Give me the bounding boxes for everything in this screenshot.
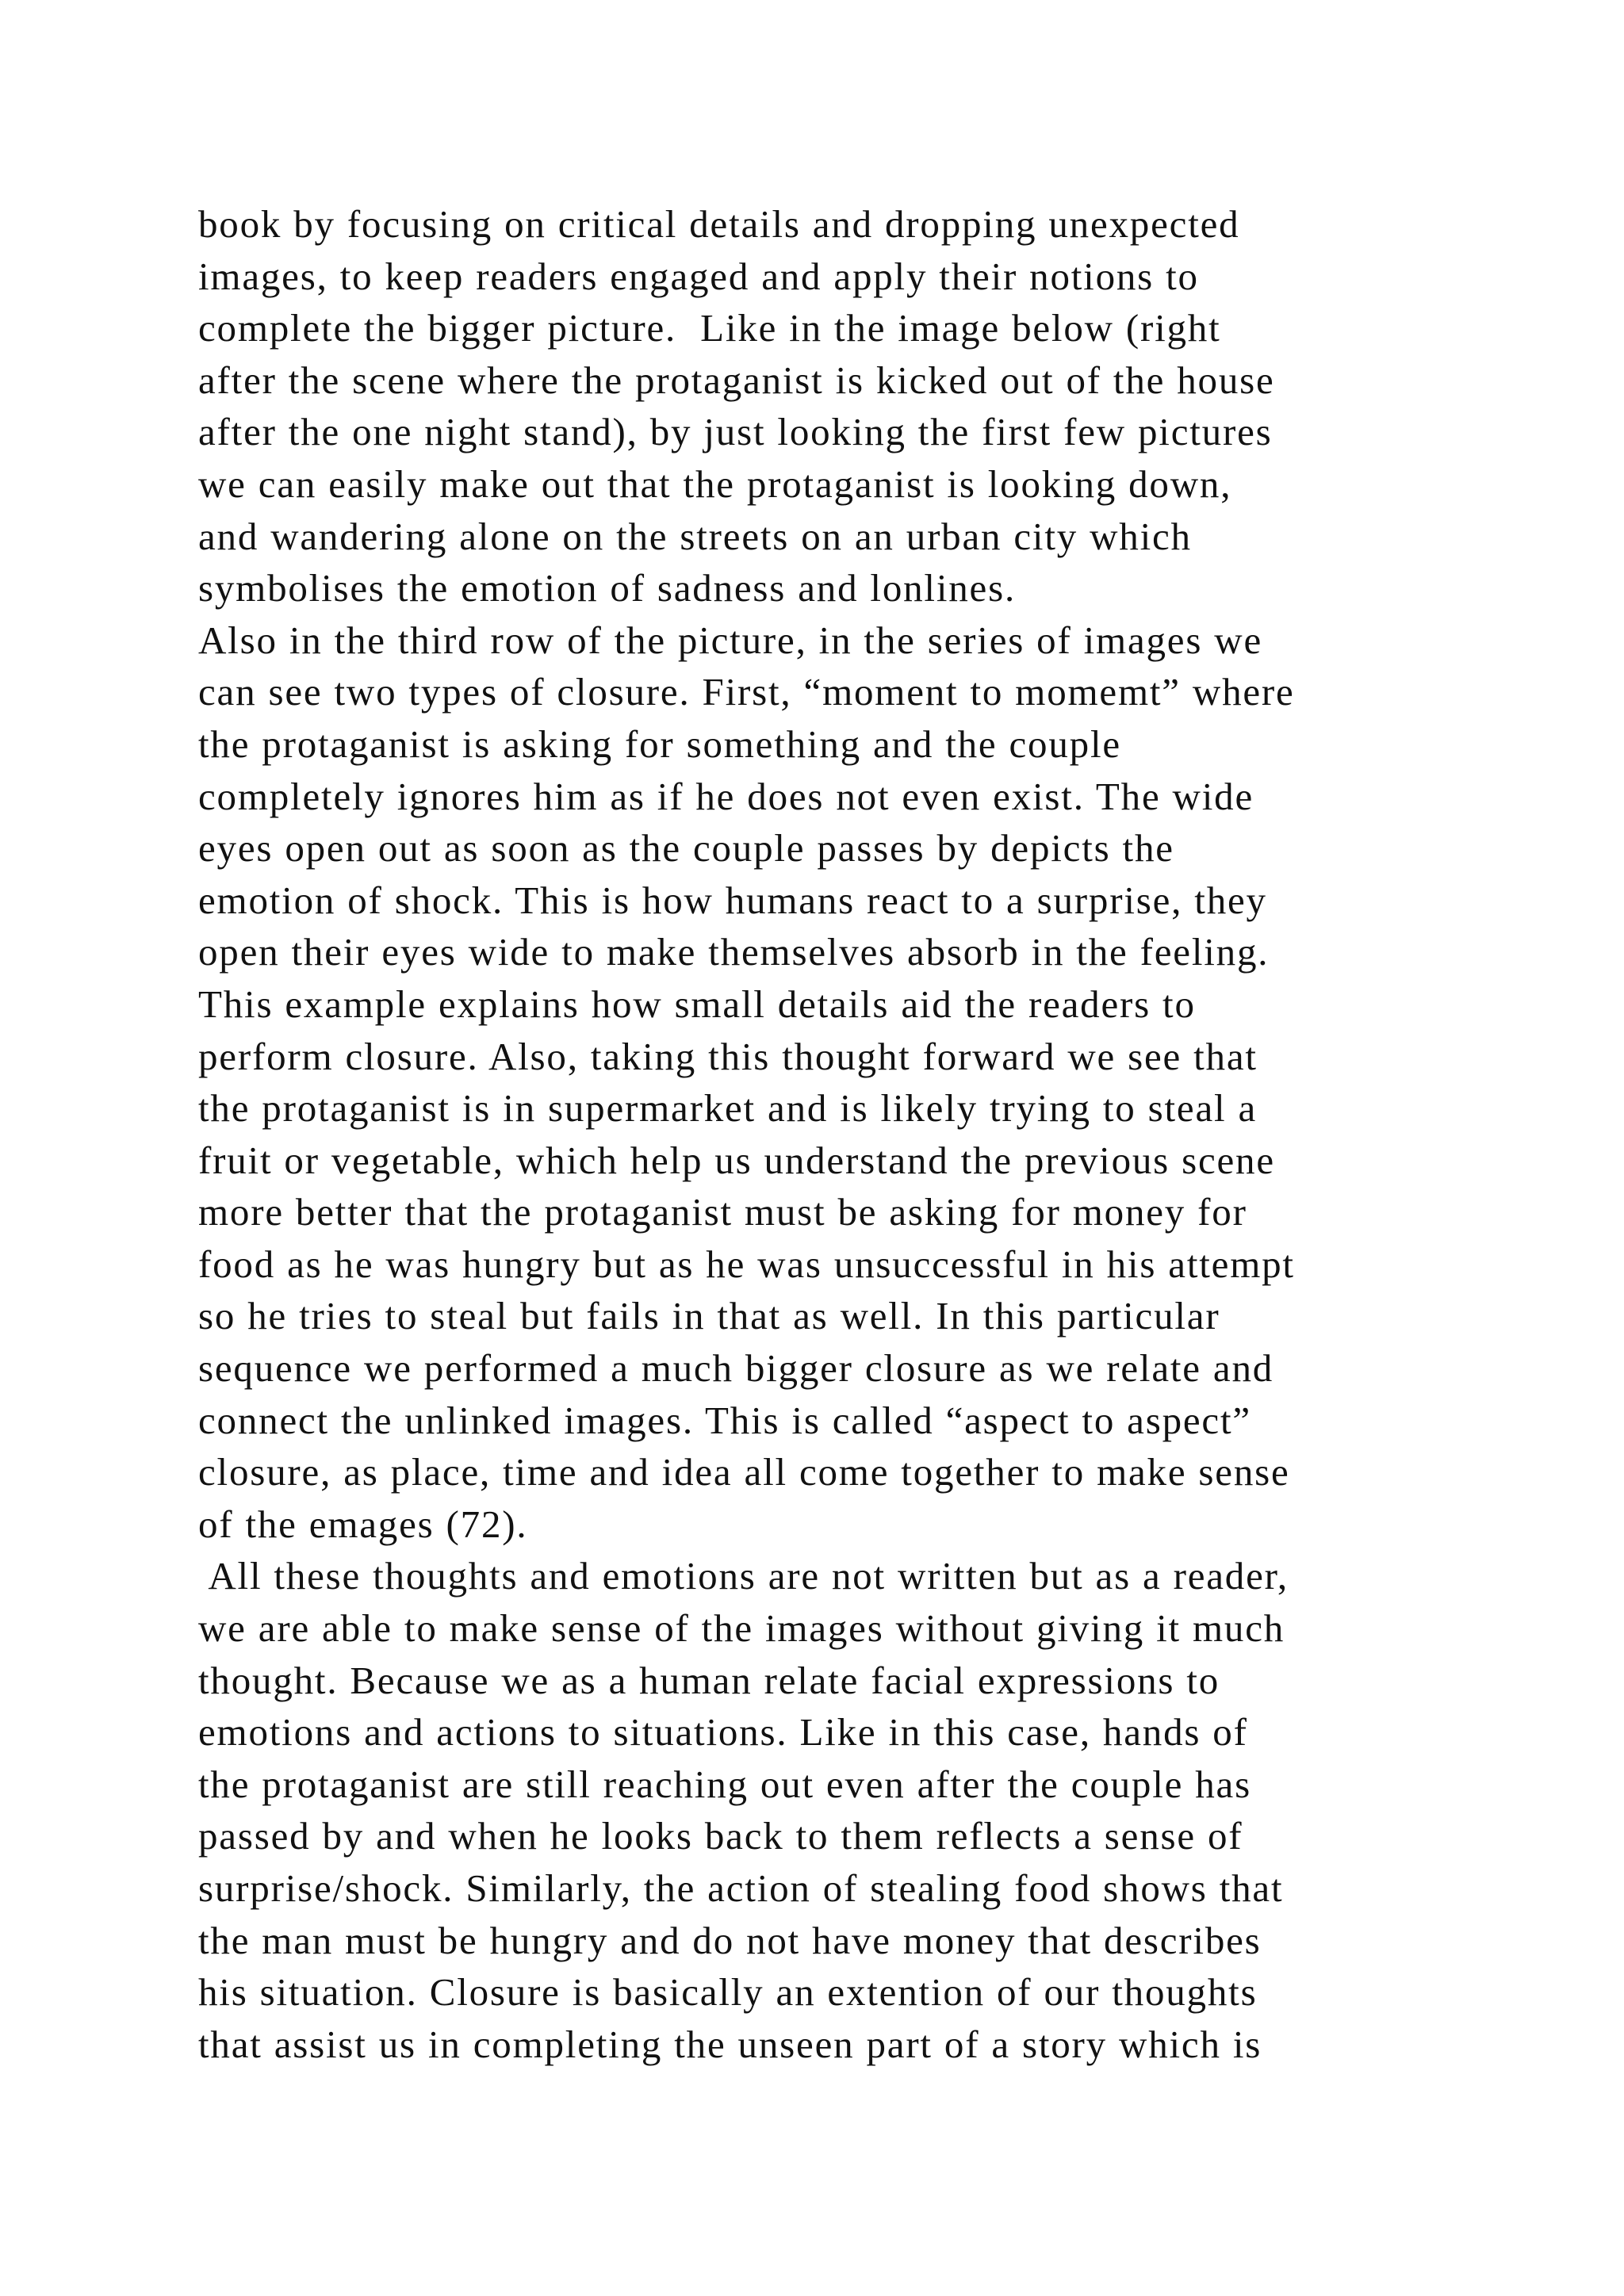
text-line: emotions and actions to situations. Like in this case, hands of xyxy=(198,1710,1248,1755)
text-line: passed by and when he looks back to them reflects a sense of xyxy=(198,1814,1243,1858)
text-line: we are able to make sense of the images without giving it much xyxy=(198,1606,1285,1651)
text-line: that assist us in completing the unseen part of a story which is xyxy=(198,2022,1262,2066)
text-line: connect the unlinked images. This is called “aspect to aspect” xyxy=(198,1398,1251,1442)
text-line: thought. Because we as a human relate facial expressions to xyxy=(198,1658,1220,1702)
text-line: fruit or vegetable, which help us understand the previous scene xyxy=(198,1138,1275,1182)
text-line: perform closure. Also, taking this thought forward we see that xyxy=(198,1034,1258,1078)
text-line: the man must be hungry and do not have money that describes xyxy=(198,1918,1262,1962)
text-line: can see two types of closure. First, “moment to momemt” where xyxy=(198,670,1295,714)
text-line: the protaganist is asking for something and the couple xyxy=(198,721,1121,766)
text-line: more better that the protaganist must be asking for money for xyxy=(198,1190,1247,1234)
text-line: after the scene where the protaganist is kicked out of the house xyxy=(198,358,1275,402)
text-line: complete the bigger picture. Like in the image below (right xyxy=(198,306,1221,350)
text-line: emotion of shock. This is how humans react to a surprise, they xyxy=(198,878,1267,922)
text-line: completely ignores him as if he does not even exist. The wide xyxy=(198,774,1254,818)
text-line: symbolises the emotion of sadness and lonlines. xyxy=(198,566,1017,610)
text-line: This example explains how small details aid the readers to xyxy=(198,982,1196,1026)
text-line: eyes open out as soon as the couple passes by depicts the xyxy=(198,826,1174,871)
text-line: surprise/shock. Similarly, the action of stealing food shows that xyxy=(198,1866,1284,1910)
text-line: his situation. Closure is basically an extention of our thoughts xyxy=(198,1970,1258,2015)
text-line: book by focusing on critical details and dropping unexpected xyxy=(198,202,1240,246)
text-line: and wandering alone on the streets on an urban city which xyxy=(198,514,1192,558)
body-text xyxy=(198,198,1451,2070)
text-line: Also in the third row of the picture, in the series of images we xyxy=(198,618,1263,662)
text-line: All these thoughts and emotions are not written but as a reader, xyxy=(198,1554,1289,1598)
text-line: the protaganist is in supermarket and is likely trying to steal a xyxy=(198,1086,1258,1131)
text-line: so he tries to steal but fails in that as well. In this particular xyxy=(198,1294,1220,1338)
text-line: food as he was hungry but as he was unsuccessful in his attempt xyxy=(198,1242,1295,1286)
text-line: sequence we performed a much bigger closure as we relate and xyxy=(198,1346,1274,1391)
text-line: open their eyes wide to make themselves absorb in the feeling. xyxy=(198,930,1270,974)
text-line: closure, as place, time and idea all come together to make sense xyxy=(198,1450,1290,1494)
text-line: of the emages (72). xyxy=(198,1502,528,1546)
text-line: the protaganist are still reaching out even after the couple has xyxy=(198,1762,1251,1806)
text-line: images, to keep readers engaged and apply their notions to xyxy=(198,254,1199,298)
text-line: we can easily make out that the protaganist is looking down, xyxy=(198,461,1232,506)
text-line: after the one night stand), by just looking the first few pictures xyxy=(198,410,1273,454)
